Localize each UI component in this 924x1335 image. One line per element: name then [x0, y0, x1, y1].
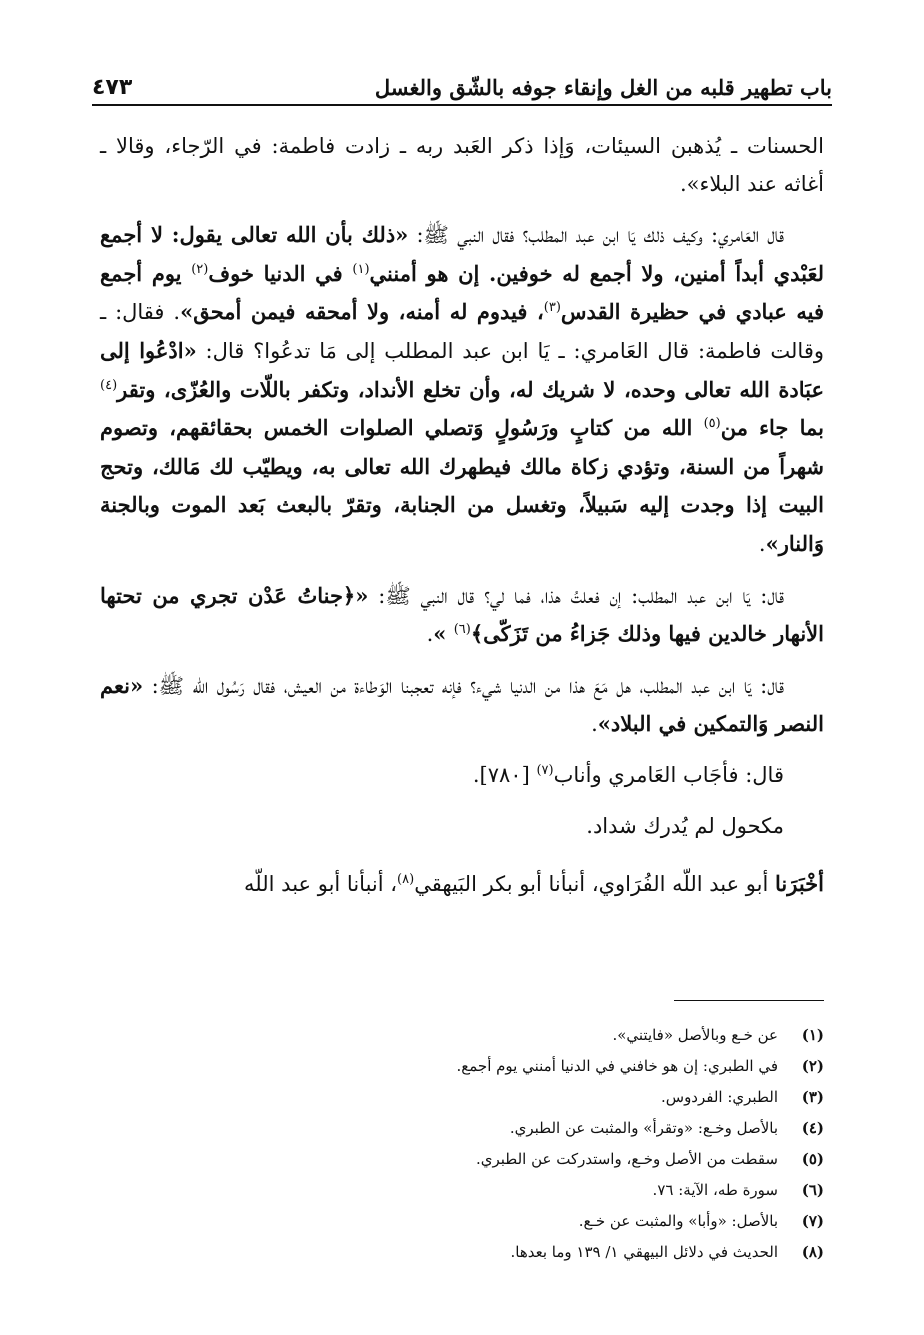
footnote-marker: (٣)	[543, 300, 561, 316]
text-run: الحسنات ـ يُذهبن السيئات، وَإذا ذكر العَبد ربه ـ زادت فاطمة: في الرّجاء، وقالا ـ أغاثه عند البلاء».	[100, 134, 824, 196]
footnote-number: (٢)	[801, 1057, 824, 1075]
text-run: قال: يَا ابن عبد المطلب، هل مَعَ هذا من الدنيا شيء؟ فإنه تعجبنا الوَطاءة من العيش، فقال رَسُول الله ﷺ:	[143, 673, 784, 698]
bold-text-run: «﴿جناتُ عَدْن تجري من تحتها الأنهار خالدين فيها وذلك جَزاءُ من تَزَكّى﴾	[100, 582, 824, 647]
text-run: [٧٨٠].	[472, 762, 537, 787]
bold-text-run: «نعم النصر وَالتمكين في البلاد»	[100, 672, 824, 737]
main-text	[100, 128, 824, 923]
text-run: ، أنبأنا أبو عبد اللّه	[244, 872, 398, 897]
bold-text-run: بما جاء من	[720, 415, 824, 441]
bold-text-run: «ادْعُوا إلى عبَادة الله تعالى وحده، لا شريك له، وأن تخلع الأنداد، وتكفر باللّات والعُزّى، وتقر	[100, 337, 824, 402]
paragraph-2	[100, 216, 824, 563]
page-header	[92, 62, 832, 106]
footnote-item	[100, 1082, 824, 1113]
text-run: قال: يَا ابن عبد المطلب: إن فعلتُ هذا، فما لي؟ قال النبي ﷺ:	[368, 583, 785, 608]
footnote-marker: (٧)	[536, 762, 554, 778]
footnote-marker: (٨)	[397, 872, 415, 888]
footnote-marker: (٤)	[100, 377, 118, 393]
footnote-item	[100, 1113, 824, 1144]
text-run: قال العَامري: وكيف ذلك يَا ابن عبد المطلب؟ فقال النبي ﷺ:	[408, 223, 784, 248]
bold-text-run: «ذلك بأن الله تعالى يقول: لا أجمع لعَبْدي أبداً أمنين، ولا أجمع له خوفين. إن هو أمنني	[100, 222, 824, 286]
paragraph-1	[100, 128, 824, 203]
page-number: ٤٧٣	[92, 75, 133, 100]
footnote-number: (٨)	[801, 1243, 824, 1261]
bold-text-run: »	[433, 621, 454, 647]
footnote-marker: (١)	[352, 261, 370, 277]
bold-text-run: الله من كتابٍ ورَسُولٍ وَتصلي الصلوات الخمس بحقائقهم، وتصوم شهراً من السنة، وتؤدي زكاة مالك فيطهرك الله تعالى به، ويطيّب لك مَالك، وتحج البيت إذا وجدت إليه سَبيلاً، وتغسل من الجنابة، وتقرّ بالبعث بَعد الموت وبالجنة وَالنار»	[100, 415, 824, 556]
footnotes-list	[100, 1020, 824, 1268]
footnote-text: في الطبري: إن هو خافني في الدنيا أمنني يوم أجمع.	[456, 1057, 778, 1075]
text-run: .	[591, 712, 598, 737]
bold-text-run: أخْبَرَنا	[775, 871, 824, 897]
text-run: قال: فأجَاب العَامري وأناب	[553, 762, 784, 787]
footnote-item	[100, 1237, 824, 1268]
footnote-text: الطبري: الفردوس.	[660, 1088, 778, 1106]
footnote-item	[100, 1175, 824, 1206]
paragraph-4	[100, 667, 824, 744]
footnote-number: (٥)	[801, 1150, 824, 1168]
footnote-divider	[674, 1000, 824, 1001]
paragraph-7	[100, 858, 824, 910]
footnote-item	[100, 1206, 824, 1237]
footnote-item	[100, 1020, 824, 1051]
footnote-marker: (٢)	[191, 261, 209, 277]
paragraph-3	[100, 577, 824, 654]
footnote-text: بالأصل وخـع: «وتقرأ» والمثبت عن الطبري.	[509, 1119, 778, 1137]
running-title: باب تطهير قلبه من الغل وإنقاء جوفه بالشّق والغسل	[374, 75, 832, 100]
footnote-item	[100, 1051, 824, 1082]
footnote-text: بالأصل: «وأبا» والمثبت عن خـع.	[578, 1212, 778, 1230]
footnote-item	[100, 1144, 824, 1175]
footnote-marker: (٦)	[453, 622, 471, 638]
text-run: .	[426, 622, 434, 647]
bold-text-run: ، فيدوم له أمنه، ولا أمحقه فيمن أمحق»	[180, 299, 544, 325]
text-run: .	[758, 531, 766, 556]
footnote-number: (٣)	[801, 1088, 824, 1106]
paragraph-5	[100, 757, 824, 795]
footnote-marker: (٥)	[703, 416, 721, 432]
text-run: . فقال: ـ وقالت فاطمة: قال العَامري: ـ يَا ابن عبد المطلب إلى مَا تدعُوا؟ قال:	[100, 300, 825, 363]
footnote-text: سورة طه، الآية: ٧٦.	[652, 1181, 778, 1199]
bold-text-run: في الدنيا خوف	[208, 260, 353, 286]
footnote-number: (١)	[801, 1026, 824, 1044]
footnote-number: (٧)	[801, 1212, 824, 1230]
text-run: مكحول لم يُدرك شداد.	[586, 813, 784, 838]
footnote-text: الحديث في دلائل البيهقي ١/ ١٣٩ وما بعدها.	[510, 1243, 778, 1261]
footnote-number: (٤)	[801, 1119, 824, 1137]
bold-text-run: يوم أجمع فيه عبادي في حظيرة القدس	[100, 260, 825, 325]
footnote-text: سقطت من الأصل وخـع، واستدركت عن الطبري.	[475, 1150, 778, 1168]
footnote-number: (٦)	[801, 1181, 824, 1199]
paragraph-6	[100, 808, 824, 846]
text-run: أبو عبد اللّه الفُرَاوي، أنبأنا أبو بكر البَيهقي	[414, 872, 776, 897]
footnote-text: عن خـع وبالأصل «فايتني».	[612, 1026, 778, 1044]
